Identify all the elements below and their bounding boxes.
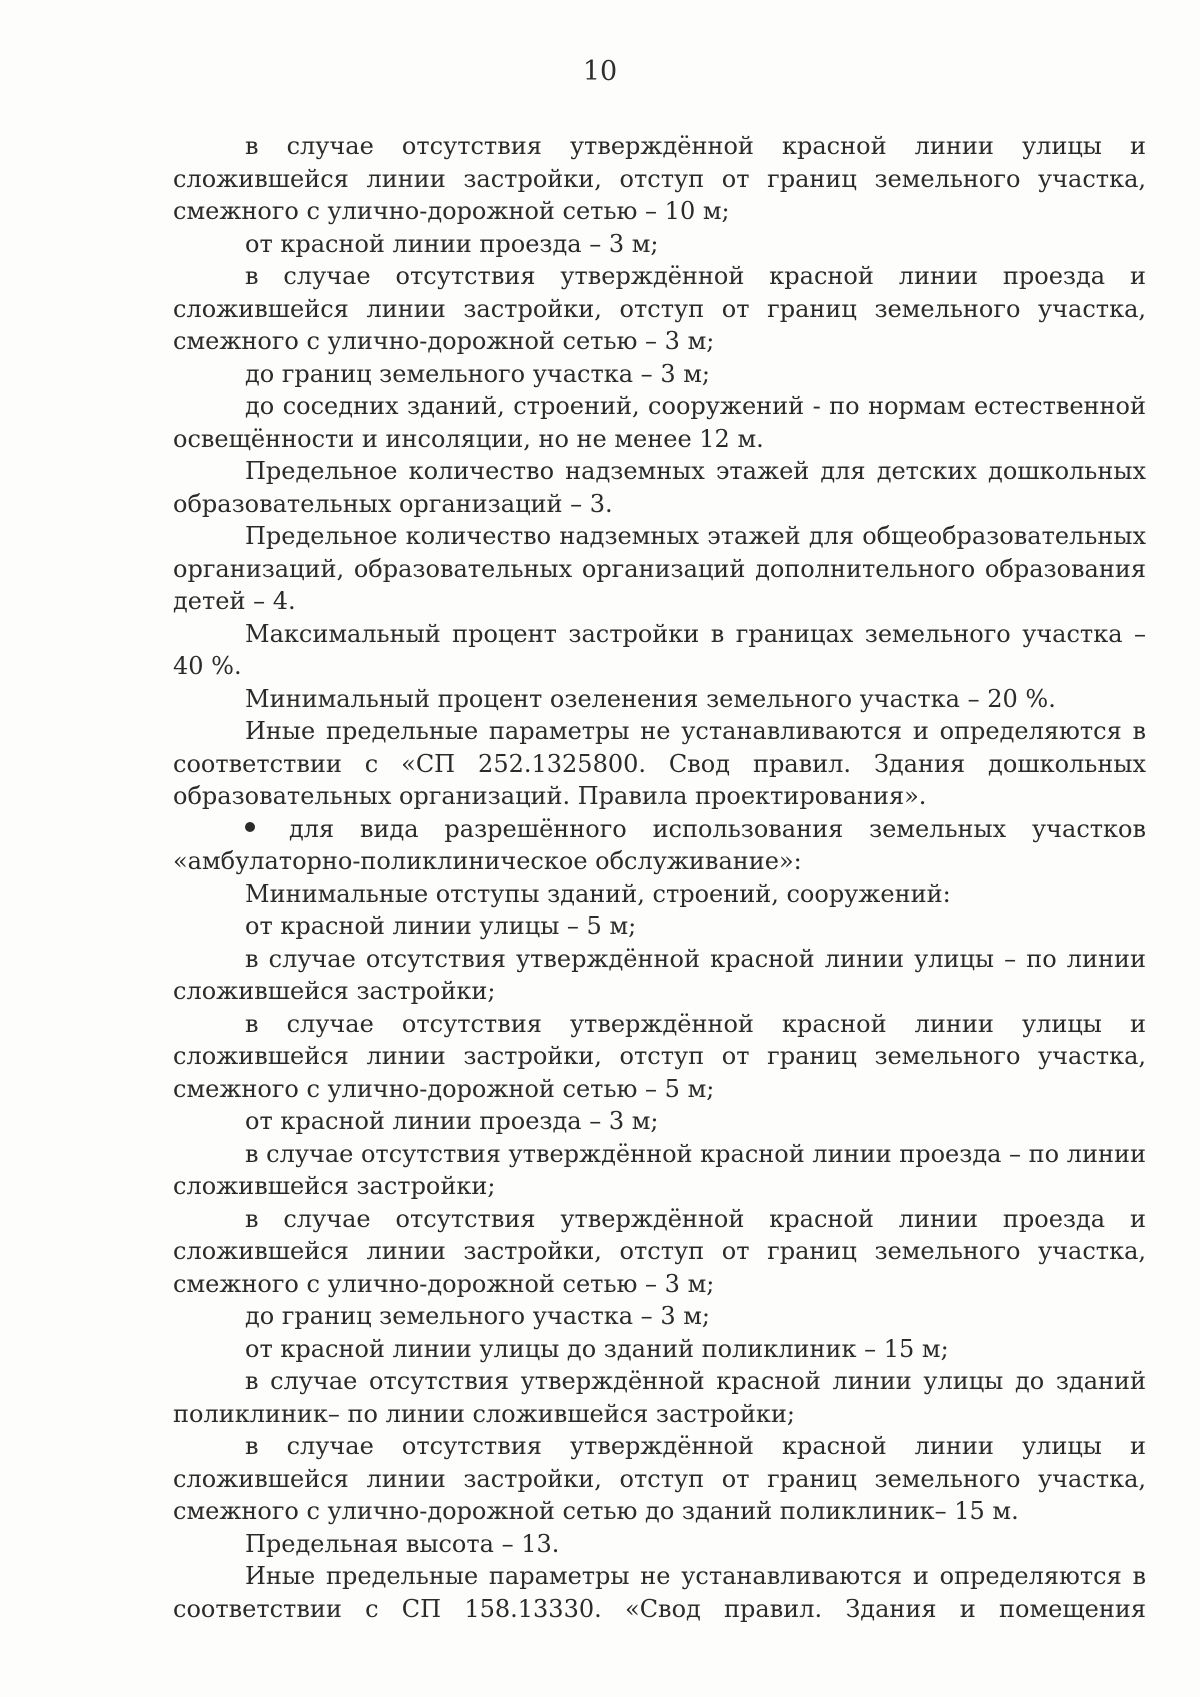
paragraph: Предельная высота – 13. xyxy=(245,1529,560,1558)
paragraph: в случае отсутствия утверждённой красной линии улицы и сложившейся линии застройки, отступ от границ земельного участка, смежного с улично-дорожной сетью – 5 м; xyxy=(173,1009,1146,1103)
page-number: 10 xyxy=(582,56,618,87)
paragraph: Предельное количество надземных этажей для детских дошкольных образовательных организаций – 3. xyxy=(173,457,1146,518)
paragraph: Минимальные отступы зданий, строений, сооружений: xyxy=(245,879,951,908)
paragraph: от красной линии улицы – 5 м; xyxy=(245,912,637,940)
paragraph: до границ земельного участка – 3 м; xyxy=(245,1302,710,1330)
paragraph: до соседних зданий, строений, сооружений - по нормам естественной освещённости и инсоляции, но не менее 12 м. xyxy=(173,392,1146,453)
paragraph: от красной линии улицы до зданий поликлиник – 15 м; xyxy=(245,1334,949,1363)
document-body xyxy=(173,130,1146,1625)
bullet-item xyxy=(173,813,1146,878)
paragraph: Максимальный процент застройки в границах земельного участка – 40 %. xyxy=(173,619,1146,680)
bullet-icon xyxy=(245,822,255,832)
paragraph: Минимальный процент озеленения земельного участка – 20 %. xyxy=(245,684,1056,713)
bullet-item-text: для вида разрешённого использования земельных участков «амбулаторно-поликлиническое обслуживание»: xyxy=(173,814,1146,875)
paragraph: до границ земельного участка – 3 м; xyxy=(245,359,710,388)
paragraph: Иные предельные параметры не устанавливаются и определяются в соответствии с СП 158.13330. «Свод правил. Здания и помещения xyxy=(173,1562,1146,1623)
paragraph: в случае отсутствия утверждённой красной линии улицы – по линии сложившейся застройки; xyxy=(173,944,1146,1005)
paragraph: от красной линии проезда – 3 м; xyxy=(245,229,659,258)
paragraph: в случае отсутствия утверждённой красной линии проезда – по линии сложившейся застройки; xyxy=(173,1139,1146,1200)
paragraph: в случае отсутствия утверждённой красной линии улицы до зданий поликлиник– по линии сложившейся застройки; xyxy=(173,1367,1146,1428)
paragraph: от красной линии проезда – 3 м; xyxy=(245,1107,659,1135)
paragraph: Иные предельные параметры не устанавливаются и определяются в соответствии с «СП 252.1325800. Свод правил. Здания дошкольных образовательных организаций. Правила проектирования». xyxy=(173,717,1146,810)
paragraph: в случае отсутствия утверждённой красной линии улицы и сложившейся линии застройки, отступ от границ земельного участка, смежного с улично-дорожной сетью до зданий поликлиник– 15 м. xyxy=(173,1432,1146,1525)
paragraph: в случае отсутствия утверждённой красной линии улицы и сложившейся линии застройки, отступ от границ земельного участка, смежного с улично-дорожной сетью – 10 м; xyxy=(173,132,1146,225)
paragraph: Предельное количество надземных этажей для общеобразовательных организаций, образовательных организаций дополнительного образования детей – 4. xyxy=(173,522,1146,615)
paragraph: в случае отсутствия утверждённой красной линии проезда и сложившейся линии застройки, отступ от границ земельного участка, смежного с улично-дорожной сетью – 3 м; xyxy=(173,1204,1146,1298)
paragraph: в случае отсутствия утверждённой красной линии проезда и сложившейся линии застройки, отступ от границ земельного участка, смежного с улично-дорожной сетью – 3 м; xyxy=(173,262,1146,355)
